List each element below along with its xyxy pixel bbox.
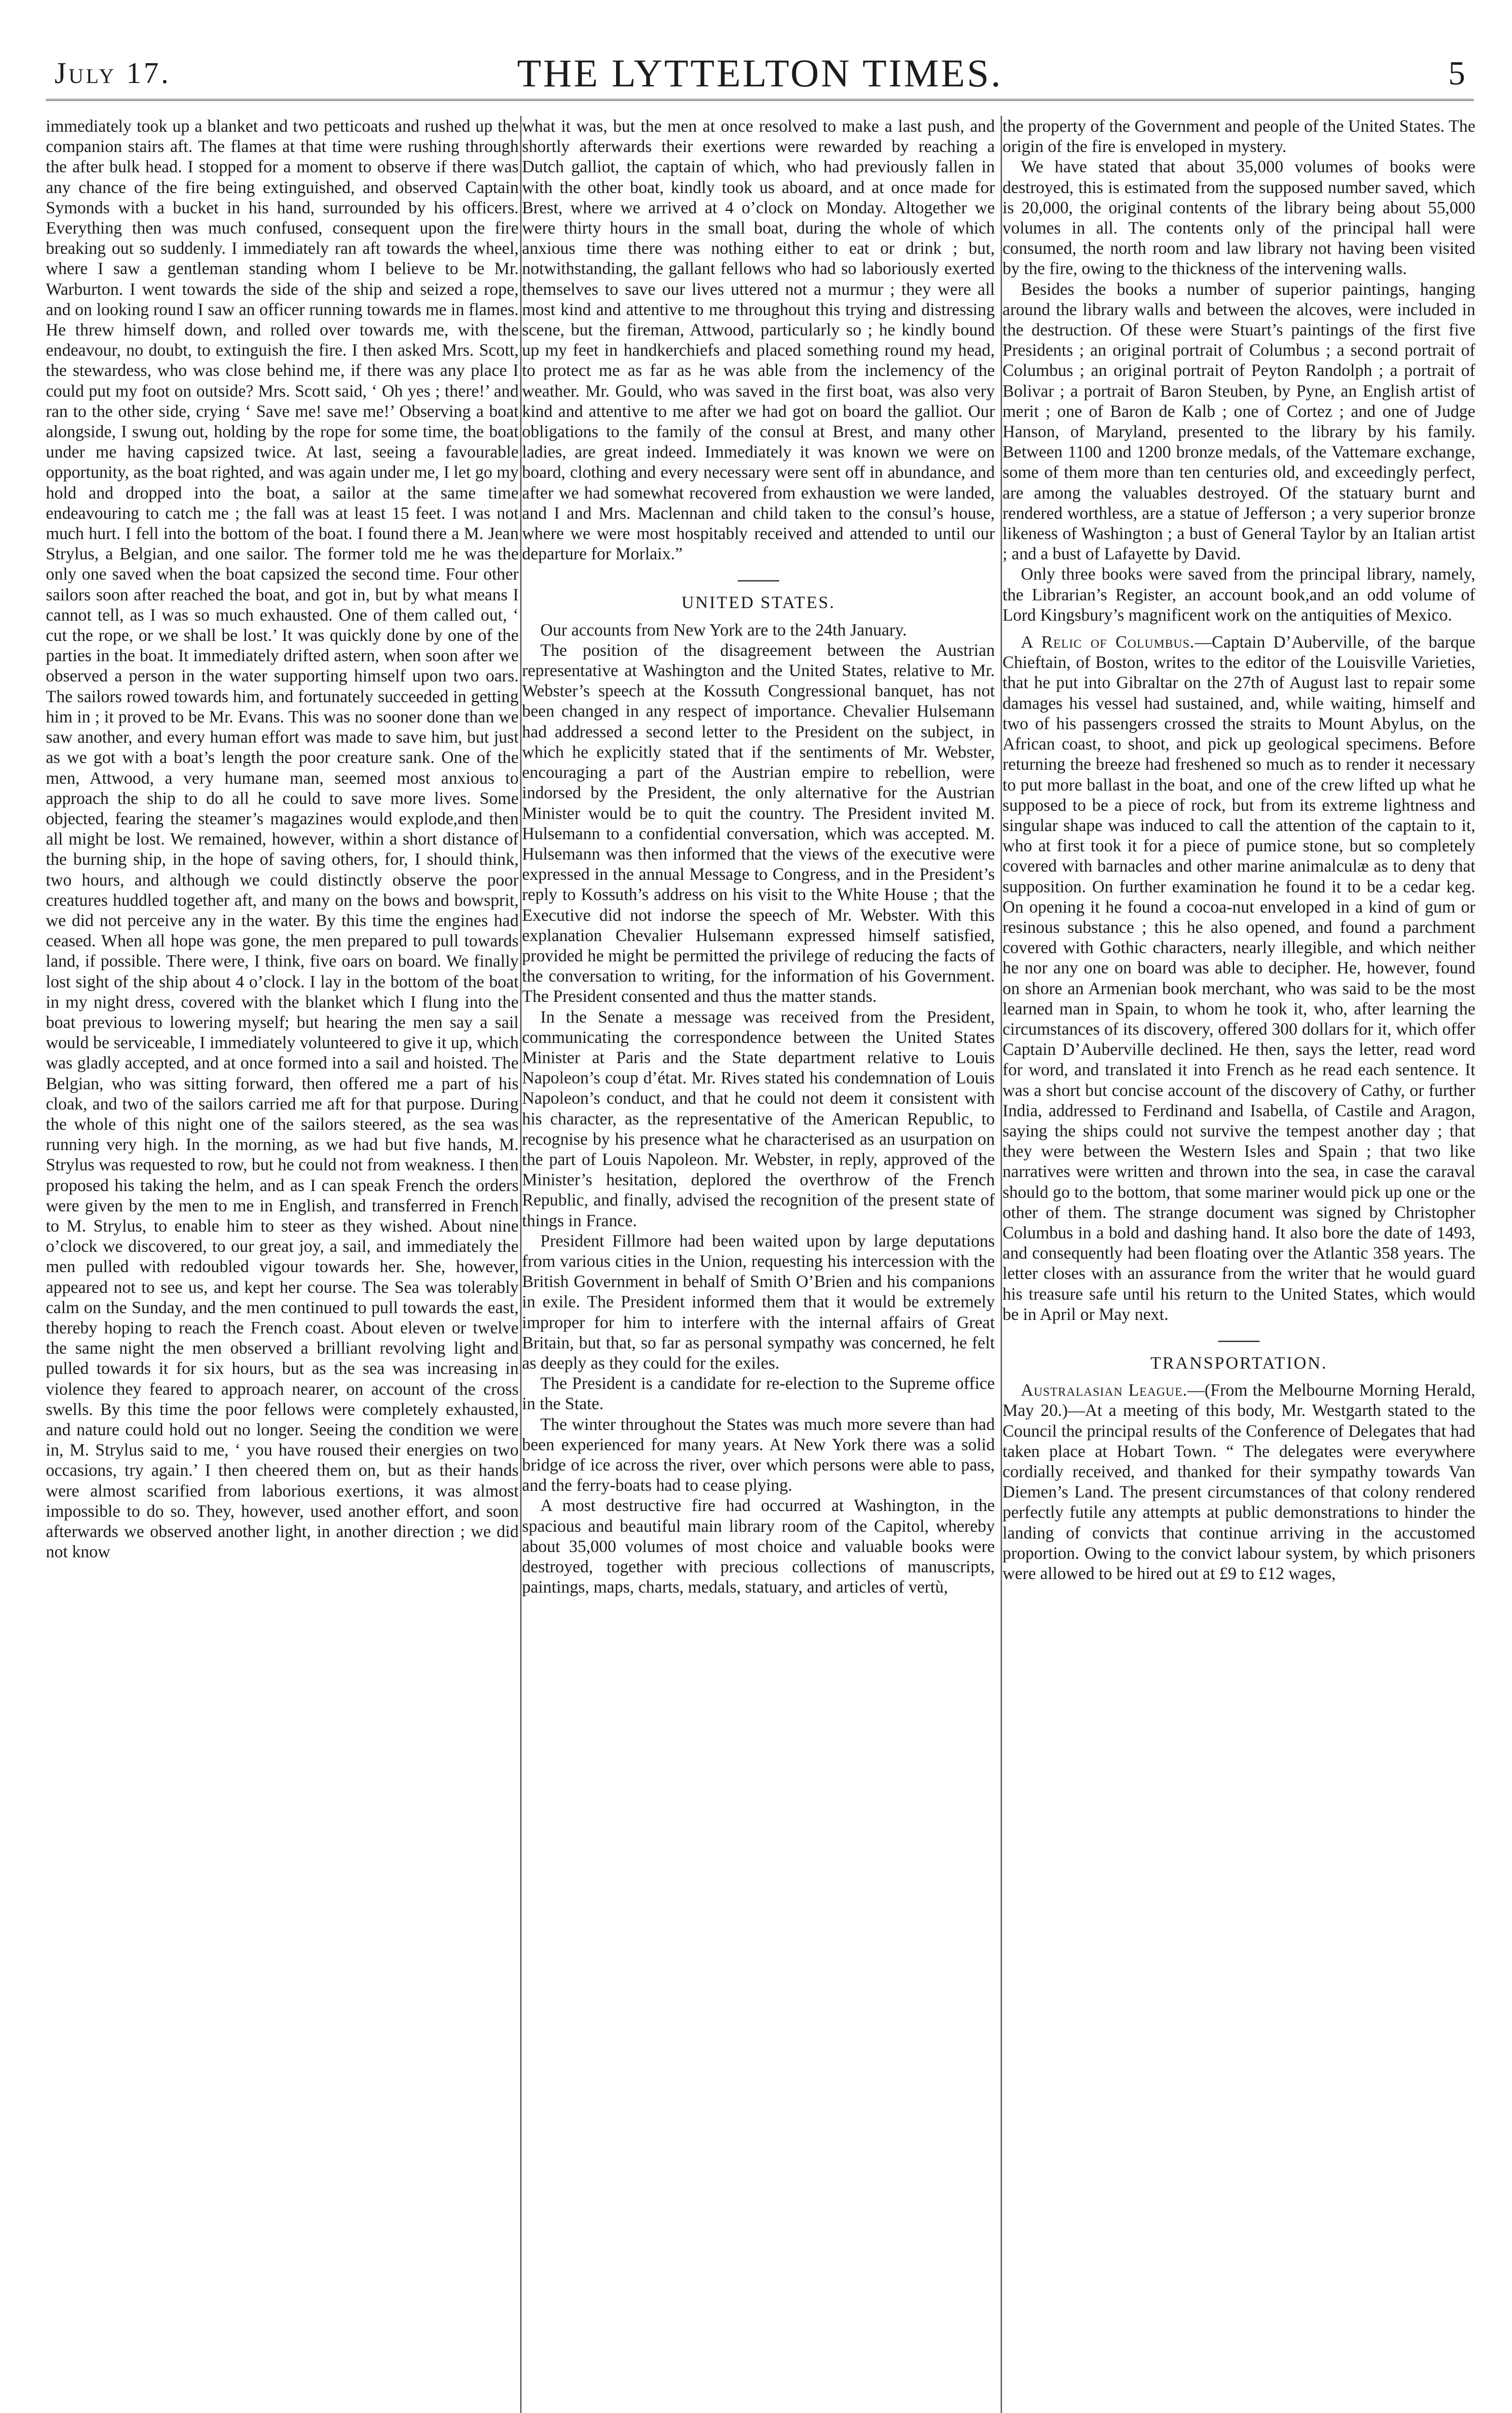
column-3 — [1003, 116, 1475, 2413]
article-paragraph: the property of the Government and people of the United States. The origin of the fire is enveloped in mystery. — [1003, 116, 1475, 156]
article-paragraph: what it was, but the men at once resolved to make a last push, and shortly afterwards their exertions were rewarded by reaching a Dutch galliot, the captain of which, who had previously fallen in with the other boat, kindly took us aboard, and at once made for Brest, where we arrived at 4 o’clock on Monday. Altogether we were thirty hours in the small boat, during the whole of which anxious time there was nothing either to eat or drink ; but, notwithstanding, the gallant fellows who had so laboriously exerted themselves to save our lives uttered not a murmur ; they were all most kind and attentive to me throughout this trying and distressing scene, but the fireman, Attwood, particularly so ; he kindly bound up my feet in handkerchiefs and placed something round my head, to protect me as far as he was able from the inclemency of the weather. Mr. Gould, who was saved in the first boat, was also very kind and attentive to me after we had got on board the galliot. Our obligations to the family of the consul at Brest, and many other ladies, are great indeed. Immediately it was known we were on board, clothing and every necessary were sent off in abundance, and after we had somewhat recovered from exhaustion we were landed, and I and Mrs. Maclennan and child taken to the consul’s house, where we were most hospitably received and attended to until our departure for Morlaix.” — [522, 116, 995, 564]
section-rule — [1218, 1341, 1260, 1342]
article-paragraph: The President is a candidate for re-election to the Supreme office in the State. — [522, 1373, 995, 1414]
transport-lead: Australasian League. — [1021, 1380, 1188, 1400]
article-paragraph — [1003, 632, 1475, 1324]
issue-date: July 17. — [55, 57, 171, 90]
article-paragraph: The position of the disagreement between the Austrian representative at Washington and the United States, relative to Mr. Webster’s speech at the Kossuth Congressional banquet, has not been changed in any respect of importance. Chevalier Hulsemann had addressed a second letter to the President on the subject, in which he explicitly stated that if the sentiments of Mr. Webster, encouraging a part of the Austrian empire to rebellion, were indorsed by the President, the only alternative for the Austrian Minister would be to quit the country. The President invited M. Hulsemann to a confidential conversation, which was accepted. M. Hulsemann was then informed that the views of the executive were expressed in the annual Message to Congress, and in the President’s reply to Kossuth’s address on his visit to the White House ; that the Executive did not indorse the speech of Mr. Webster. With this explanation Chevalier Hulsemann expressed himself satisfied, provided he might be permitted the privilege of reducing the facts of the conversation to writing, for the information of his Government. The President consented and thus the matter stands. — [522, 640, 995, 1006]
article-paragraph: Our accounts from New York are to the 24th January. — [540, 620, 907, 639]
article-paragraph: Only three books were saved from the principal library, namely, the Librarian’s Register, an account book,and an odd volume of Lord Kingsbury’s magnificent work on the antiquities of Mexico. — [1003, 564, 1475, 624]
masthead — [46, 46, 1474, 101]
article-paragraph: In the Senate a message was received from the President, communicating the correspondence between the United States Minister at Paris and the State department relative to Louis Napoleon’s coup d’état. Mr. Rives stated his condemnation of Louis Napoleon’s conduct, and that he could not deem it consistent with his character, as the representative of the American Republic, to recognise by his presence what he characterised as an usurpation on the part of Louis Napoleon. Mr. Webster, in reply, approved of the Minister’s hesitation, deplored the overthrow of the French Republic, and finally, advised the recognition of the present state of things in France. — [522, 1007, 995, 1230]
column-divider — [520, 116, 522, 2413]
article-paragraph: The winter throughout the States was much more severe than had been experienced for many years. At New York there was a solid bridge of ice across the river, over which persons were able to pass, and the ferry-boats had to cease plying. — [522, 1414, 995, 1495]
article-paragraph — [1003, 1380, 1475, 1583]
article-paragraph: President Fillmore had been waited upon by large deputations from various cities in the Union, requesting his intercession with the British Government in behalf of Smith O’Brien and his companions in exile. The President informed them that it would be extremely improper for him to interfere with the internal affairs of Great Britain, but that, so far as personal sympathy was concerned, he felt as deeply as they could for the exiles. — [522, 1231, 995, 1373]
transport-text: —(From the Melbourne Morning Herald, May 20.)—At a meeting of this body, Mr. Westgarth stated to the Council the principal results of the Conference of Delegates that had taken place at Hobart Town. “ The delegates were everywhere cordially received, and thanked for their sympathy towards Van Diemen’s Land. The present circumstances of that colony rendered perfectly futile any attempts at public demonstrations to hinder the landing of convicts that continue arriving in the accustomed proportion. Owing to the convict labour system, by which prisoners were allowed to be hired out at £9 to £12 wages, — [1003, 1380, 1475, 1583]
article-paragraph: Besides the books a number of superior paintings, hanging around the library walls and between the alcoves, were included in the destruction. Of these were Stuart’s paintings of the first five Presidents ; an original portrait of Columbus ; a second portrait of Columbus ; an original portrait of Peyton Randolph ; a portrait of Bolivar ; a portrait of Baron Steuben, by Pyne, an English artist of merit ; one of Baron de Kalb ; one of Cortez ; and one of Judge Hanson, of Maryland, presented to the library by his family. Between 1100 and 1200 bronze medals, of the Vattemare exchange, some of them more than ten centuries old, and exceedingly perfect, are among the valuables destroyed. Of the statuary burnt and rendered worthless, are a statue of Jefferson ; a very superior bronze likeness of Washington ; a bust of General Taylor by an Italian artist ; and a bust of Lafayette by David. — [1003, 279, 1475, 564]
newspaper-title: THE LYTTELTON TIMES. — [517, 51, 1003, 95]
column-divider — [1001, 116, 1002, 2413]
column-2 — [522, 116, 995, 2413]
section-rule — [738, 580, 779, 582]
section-heading-united-states: UNITED STATES. — [681, 593, 836, 612]
section-heading-transportation: TRANSPORTATION. — [1150, 1353, 1328, 1373]
relic-text: —Captain D’Auberville, of the barque Chieftain, of Boston, writes to the editor of the Louisville Varieties, that he put into Gibraltar on the 27th of August last to repair some damages his vessel had sustained, and, while waiting, himself and two of his passengers crossed the straits to Mount Abylus, on the African coast, to shoot, and pick up geological specimens. Before returning the breeze had freshened so much as to render it necessary to put more ballast in the boat, and one of the crew lifted up what he supposed to be a piece of rock, but from its extreme lightness and singular shape was induced to call the attention of the captain to it, who at first took it for a piece of pumice stone, but so completely covered with barnacles and other marine animalculæ as to deny that supposition. On further examination he found it to be a cedar keg. On opening it he found a cocoa-nut enveloped in a kind of gum or resinous substance ; this he also opened, and found a parchment covered with Gothic characters, nearly illegible, and which neither he nor any one on board was able to decipher. He, however, found on shore an Armenian book merchant, who was said to be the most learned man in Spain, to whom he took it, who, after learning the circumstances of its discovery, offered 300 dollars for it, which offer Captain D’Auberville declined. He then, says the letter, read word for word, and translated it into French as he read each sentence. It was a short but concise account of the discovery of Cathy, or further India, addressed to Ferdinand and Isabella, of Castile and Aragon, saying the ships could not survive the tempest another day ; that they were between the Western Isles and Spain ; that two like narratives were written and thrown into the sea, in case the caraval should go to the bottom, that some mariner would pick up one or the other of them. The strange document was signed by Christopher Columbus in a bold and dashing hand. It also bore the date of 1493, and consequently had been floating over the Atlantic 358 years. The letter closes with an assurance from the writer that he would guard his treasure safe until his return to the United States, which would be in April or May next. — [1003, 632, 1475, 1324]
article-paragraph: A most destructive fire had occurred at Washington, in the spacious and beautiful main library room of the Capitol, whereby about 35,000 volumes of most choice and valuable books were destroyed, together with precious collections of manuscripts, paintings, maps, charts, medals, statuary, and articles of vertù, — [522, 1496, 995, 1597]
relic-lead: A Relic of Columbus. — [1021, 632, 1195, 652]
column-1 — [46, 116, 519, 2413]
article-paragraph: We have stated that about 35,000 volumes of books were destroyed, this is estimated from the supposed number saved, which is 20,000, the original contents of the library being about 55,000 volumes in all. The contents only of the principal hall were consumed, the north room and law library not having been visited by the fire, owing to the thickness of the intervening walls. — [1003, 157, 1475, 278]
article-paragraph: immediately took up a blanket and two petticoats and rushed up the companion stairs aft. The flames at that time were rushing through the after bulk head. I stopped for a moment to observe if there was any chance of the fire being extinguished, and observed Captain Symonds with a bucket in his hand, surrounded by his officers. Everything then was much confused, consequent upon the fire breaking out so suddenly. I immediately ran aft towards the wheel, where I saw a gentleman standing whom I believe to be Mr. Warburton. I went towards the side of the ship and seized a rope, and on looking round I saw an officer running towards me in flames. He threw himself down, and rolled over towards me, with the endeavour, no doubt, to extinguish the fire. I then asked Mrs. Scott, the stewardess, who was close behind me, if there was any place I could put my foot on outside? Mrs. Scott said, ‘ Oh yes ; there!’ and ran to the other side, crying ‘ Save me! save me!’ Observing a boat alongside, I swung out, holding by the rope for some time, the boat under me having capsized twice. At last, seeing a favourable opportunity, as the boat righted, and was again under me, I let go my hold and dropped into the boat, a sailor at the same time endeavouring to catch me ; the fall was at least 15 feet. I was not much hurt. I fell into the bottom of the boat. I found there a M. Jean Strylus, a Belgian, and one sailor. The former told me he was the only one saved when the boat capsized the second time. Four other sailors soon after reached the boat, and got in, but by what means I cannot tell, as I was so much exhausted. One of them called out, ‘ cut the rope, or we shall be lost.’ It was quickly done by one of the parties in the boat. It immediately drifted astern, when soon after we observed a person in the water supporting himself upon two oars. The sailors rowed towards him, and fortunately succeeded in getting him in ; it proved to be Mr. Evans. This was no sooner done than we saw another, and every human effort was made to save him, but just as we got with a boat’s length the poor creature sank. One of the men, Attwood, a very humane man, seemed most anxious to approach the ship to do all he could to save more lives. Some objected, fearing the steamer’s magazines would explode,and then all might be lost. We remained, however, within a short distance of the burning ship, in the hope of saving others, for, I should think, two hours, and although we could distinctly observe the poor creatures huddled together aft, and many on the bows and bowsprit, we did not perceive any in the water. By this time the engines had ceased. When all hope was gone, the men prepared to pull towards land, if possible. There were, I think, five oars on board. We finally lost sight of the ship about 4 o’clock. I lay in the bottom of the boat in my night dress, covered with the blanket which I flung into the boat previous to lowering myself; but hearing the men say a sail would be serviceable, I immediately volunteered to give it up, which was gladly accepted, and at once formed into a sail and hoisted. The Belgian, who was sitting forward, then offered me a part of his cloak, and two of the sailors carried me aft for that purpose. During the whole of this night one of the sailors steered, as the sea was running very high. In the morning, as we had but five hands, M. Strylus was requested to row, but he could not from weakness. I then proposed his taking the helm, and as I can speak French the orders were given by the men to me in English, and transferred in French to M. Strylus, to enable him to steer as they wished. About nine o’clock we discovered, to our great joy, a sail, and immediately the men pulled with redoubled vigour towards her. She, however, appeared not to see us, and kept her course. The Sea was tolerably calm on the Sunday, and the men continued to pull towards the east, thereby hoping to reach the French coast. About eleven or twelve the same night the men observed a brilliant revolving light and pulled towards it for six hours, but as the sea was increasing in violence they feared to approach nearer, on account of the cross swells. By this time the poor fellows were completely exhausted, and nature could hold out no longer. Seeing the condition we were in, M. Strylus said to me, ‘ you have roused their energies on two occasions, try again.’ I then cheered them on, but as their hands were almost scarified from laborious exertions, it was almost impossible to do so. They, however, used another effort, and soon afterwards we observed another light, in another direction ; we did not know — [46, 116, 519, 1562]
page-number: 5 — [1448, 55, 1465, 92]
